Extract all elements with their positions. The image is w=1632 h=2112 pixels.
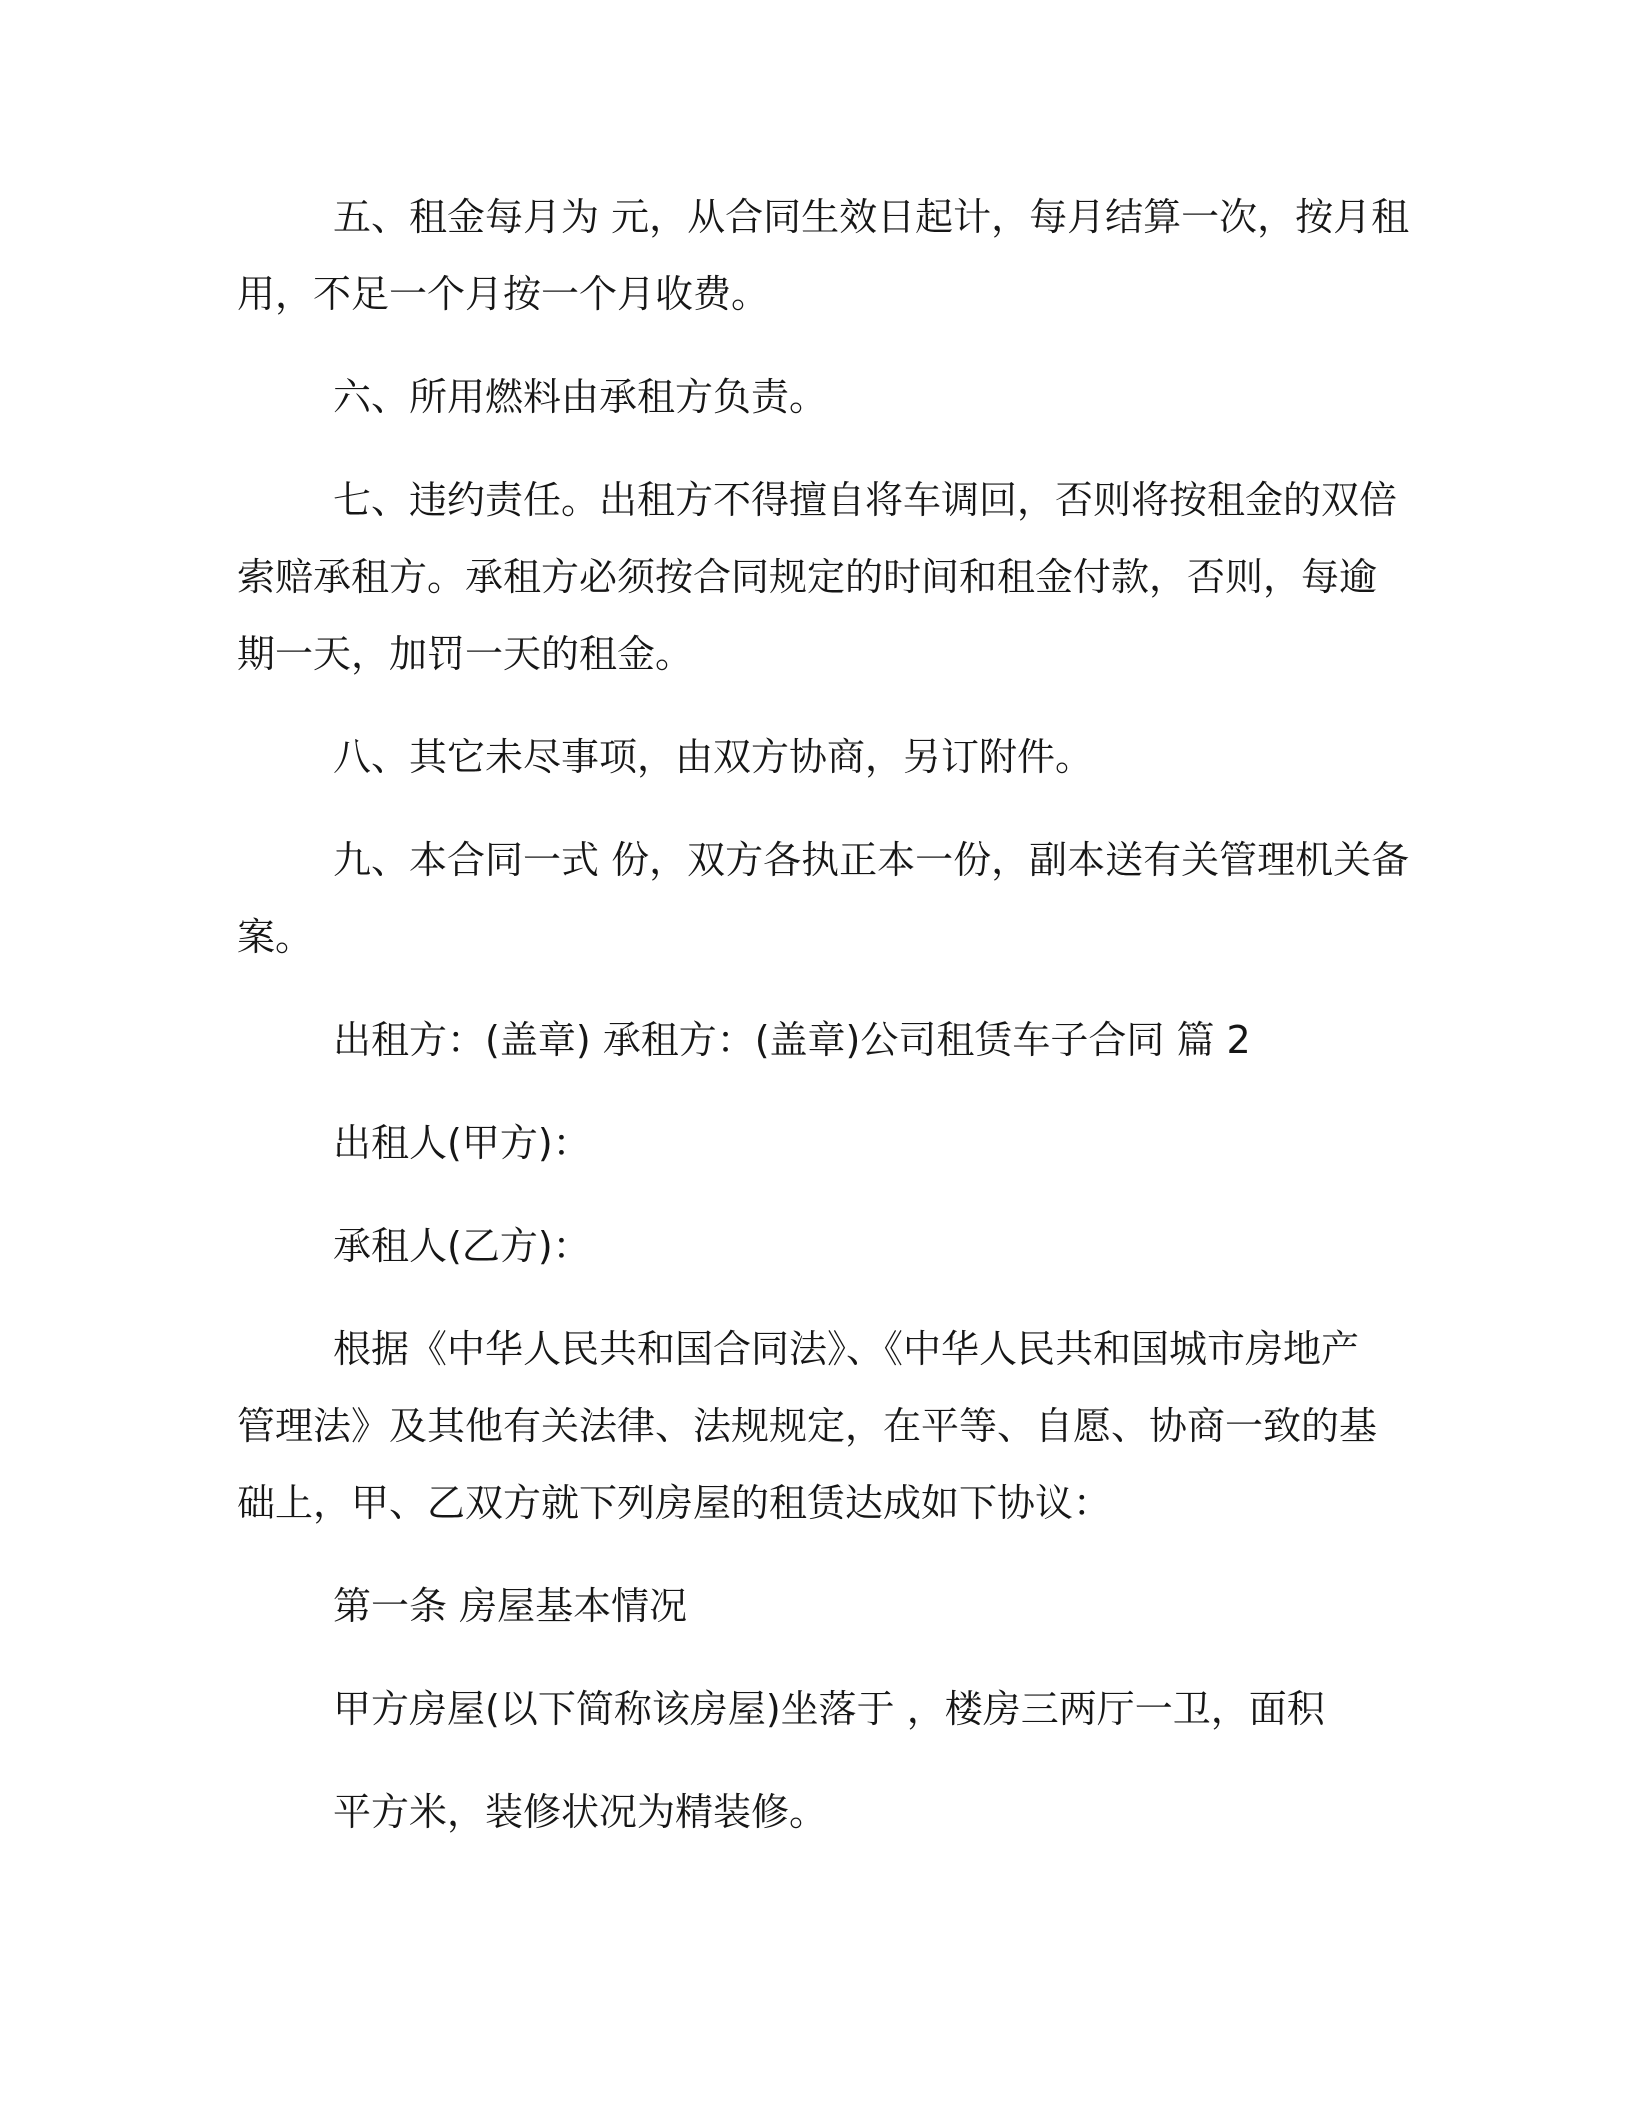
clause-8-other-matters <box>237 719 1477 796</box>
text-line: 七、违约责任。出租方不得擅自将车调回，否则将按租金的双倍 <box>333 478 1398 522</box>
article-1-heading <box>237 1568 1477 1645</box>
house-location <box>237 1671 1477 1748</box>
text-line: 八、其它未尽事项，由双方协商，另订附件。 <box>333 735 1094 779</box>
house-area-decoration <box>237 1774 1477 1851</box>
lessor-party <box>237 1105 1477 1182</box>
text-line: 期一天，加罚一天的租金。 <box>237 632 694 676</box>
text-line: 案。 <box>237 915 314 959</box>
text-line: 九、本合同一式 份，双方各执正本一份，副本送有关管理机关备 <box>333 838 1410 882</box>
text-line: 础上，甲、乙双方就下列房屋的租赁达成如下协议： <box>237 1481 1112 1525</box>
clause-5-rent <box>237 179 1477 333</box>
text-line: 根据《中华人民共和国合同法》、《中华人民共和国城市房地产 <box>333 1327 1360 1371</box>
text-line: 出租人(甲方)： <box>333 1121 591 1165</box>
text-line: 管理法》及其他有关法律、法规规定，在平等、自愿、协商一致的基 <box>237 1404 1378 1448</box>
text-line: 第一条 房屋基本情况 <box>333 1584 688 1628</box>
text-line: 六、所用燃料由承租方负责。 <box>333 375 828 419</box>
clause-9-copies <box>237 822 1477 976</box>
text-line: 用，不足一个月按一个月收费。 <box>237 272 770 316</box>
text-line: 甲方房屋(以下简称该房屋)坐落于 ，楼房三两厅一卫，面积 <box>333 1687 1325 1731</box>
legal-basis <box>237 1311 1477 1542</box>
clause-6-fuel <box>237 359 1477 436</box>
text-line: 五、租金每月为 元，从合同生效日起计，每月结算一次，按月租 <box>333 195 1410 239</box>
document-page <box>237 179 1477 1877</box>
text-line: 承租人(乙方)： <box>333 1224 591 1268</box>
text-line: 平方米，装修状况为精装修。 <box>333 1790 828 1834</box>
clause-7-liability <box>237 462 1477 693</box>
lessee-party <box>237 1208 1477 1285</box>
signature-line <box>237 1002 1477 1079</box>
text-line: 出租方：(盖章) 承租方：(盖章)公司租赁车子合同 篇 2 <box>333 1018 1251 1062</box>
text-line: 索赔承租方。承租方必须按合同规定的时间和租金付款，否则，每逾 <box>237 555 1378 599</box>
